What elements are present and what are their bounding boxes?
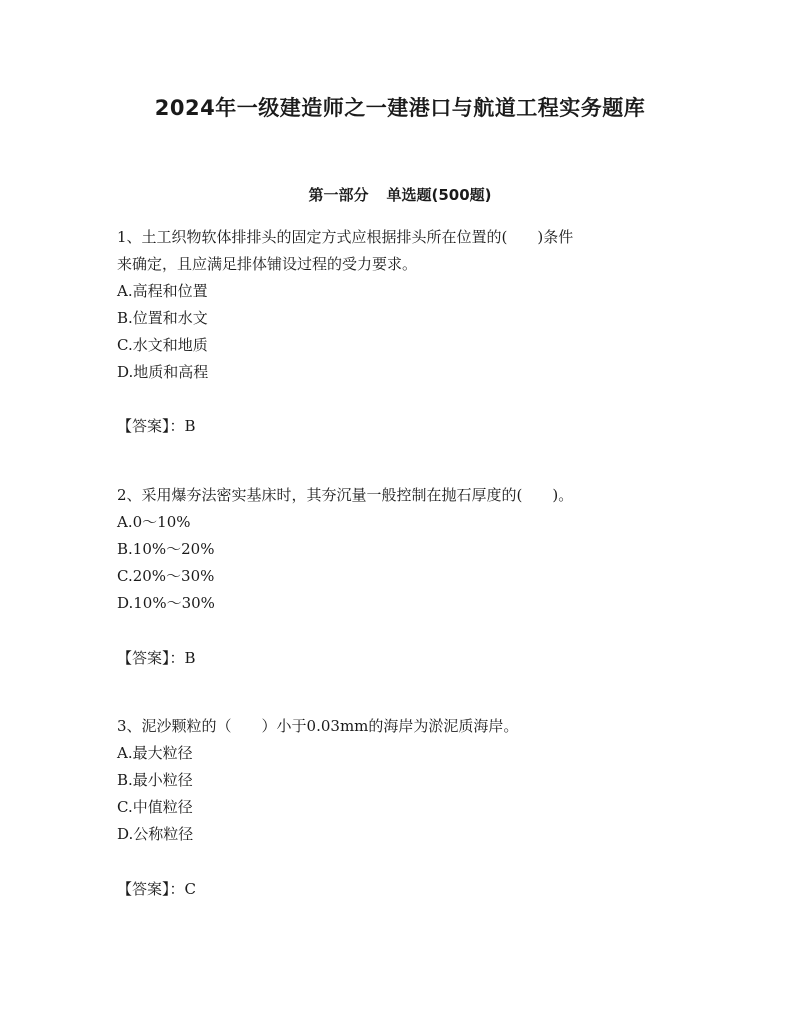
- question-3-option-d: D.公称粒径: [117, 825, 194, 843]
- question-1-option-b: B.位置和水文: [117, 309, 208, 327]
- question-2-option-a: A.0～10%: [117, 513, 191, 531]
- document-title: 2024年一级建造师之一建港口与航道工程实务题库: [154, 96, 646, 120]
- question-2-option-b: B.10%～20%: [117, 540, 215, 558]
- question-1-answer: 【答案】：B: [117, 417, 196, 435]
- section-heading: [0, 184, 800, 205]
- question-3-answer: 【答案】：C: [117, 880, 196, 898]
- question-2-option-c: C.20%～30%: [117, 567, 215, 585]
- question-1-stem-line-2: 来确定，且应满足排体铺设过程的受力要求。: [117, 255, 418, 273]
- question-3-option-b: B.最小粒径: [117, 771, 193, 789]
- question-1-option-d: D.地质和高程: [117, 363, 209, 381]
- question-2-option-d: D.10%～30%: [117, 594, 215, 612]
- question-2-answer: 【答案】：B: [117, 649, 196, 667]
- section-name: 单选题(500题): [386, 186, 492, 204]
- question-3-stem-line-1: 3、泥沙颗粒的（ ）小于0.03mm的海岸为淤泥质海岸。: [117, 717, 519, 735]
- question-1-option-a: A.高程和位置: [117, 282, 208, 300]
- question-1-stem-line-1: 1、土工织物软体排排头的固定方式应根据排头所在位置的( )条件: [117, 228, 574, 246]
- question-1-option-c: C.水文和地质: [117, 336, 208, 354]
- question-3-option-c: C.中值粒径: [117, 798, 193, 816]
- section-part: 第一部分: [308, 186, 369, 204]
- question-3-option-a: A.最大粒径: [117, 744, 193, 762]
- question-2-stem-line-1: 2、采用爆夯法密实基床时，其夯沉量一般控制在抛石厚度的( )。: [117, 486, 574, 504]
